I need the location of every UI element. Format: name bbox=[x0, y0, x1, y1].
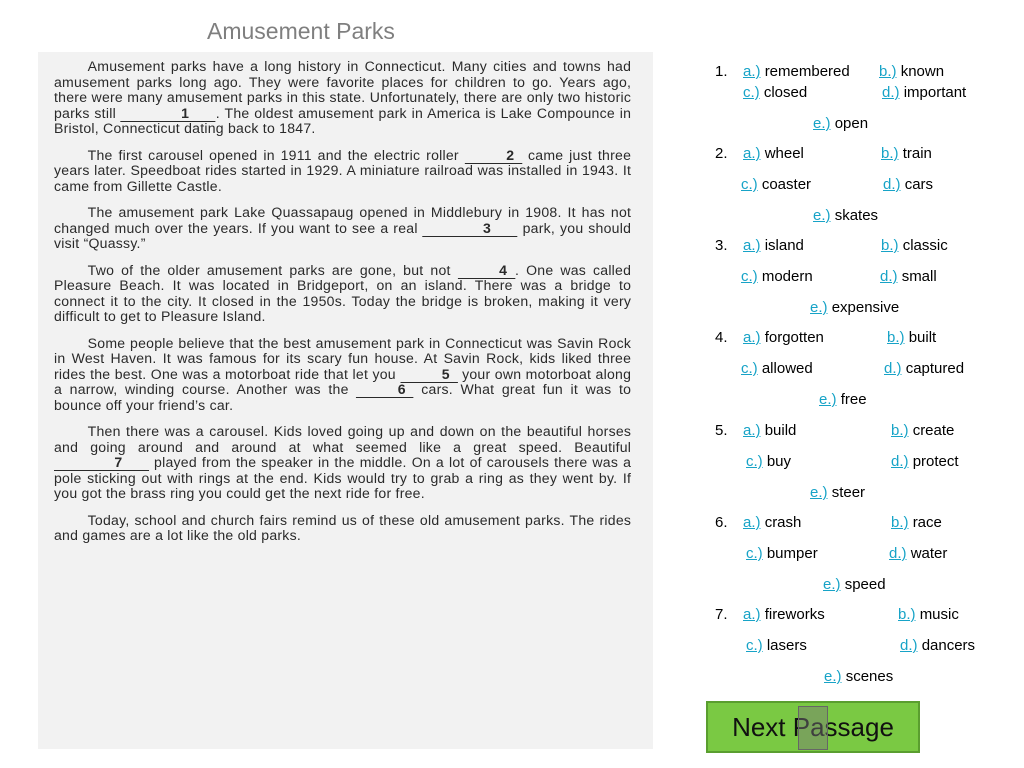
passage-text: . The oldest amusement park in America is Lake Compounce in Bristol, Connecticut dating back to 1847. bbox=[54, 105, 632, 137]
option-a-link[interactable]: a.) bbox=[743, 145, 761, 162]
option-c-link[interactable]: c.) bbox=[746, 545, 763, 562]
question-number: 2. bbox=[715, 145, 728, 162]
passage-text: Then there was a carousel. Kids loved going up and down on the beautiful horses and going around and around at what seemed like a great speed. Beautiful bbox=[54, 424, 632, 456]
option-c-text: lasers bbox=[766, 637, 807, 654]
option-d-text: dancers bbox=[921, 637, 976, 654]
option-c-link[interactable]: c.) bbox=[741, 176, 758, 193]
page-title: Amusement Parks bbox=[207, 18, 395, 44]
option-e-text: steer bbox=[831, 484, 866, 501]
option-e-link[interactable]: e.) bbox=[813, 115, 831, 132]
answer-blank: 6 bbox=[356, 384, 413, 398]
option-b-link[interactable]: b.) bbox=[879, 63, 897, 80]
answer-blank: 3 bbox=[423, 223, 518, 237]
passage-paragraph bbox=[54, 264, 631, 326]
passage-text: The first carousel opened in 1911 and the electric roller bbox=[87, 147, 459, 164]
question-number: 1. bbox=[715, 63, 728, 80]
option-a-link[interactable]: a.) bbox=[743, 422, 761, 439]
option-d-text: protect bbox=[912, 453, 959, 470]
option-d-link[interactable]: d.) bbox=[882, 84, 900, 101]
option-b-link[interactable]: b.) bbox=[887, 329, 905, 346]
option-a-text: crash bbox=[764, 514, 802, 531]
option-e-text: expensive bbox=[831, 299, 900, 316]
option-b-text: classic bbox=[902, 237, 948, 254]
option-b-text: race bbox=[912, 514, 942, 531]
option-c-text: modern bbox=[761, 268, 813, 285]
passage-text: Some people believe that the best amusement park in Connecticut was Savin Rock in West Haven. It was famous for its scary fun house. At Savin Rock, kids liked three rides the best. One was a motorboat ride that let you bbox=[54, 335, 632, 383]
option-c-text: closed bbox=[763, 84, 808, 101]
option-d-link[interactable]: d.) bbox=[900, 637, 918, 654]
question-number: 5. bbox=[715, 422, 728, 439]
reading-passage bbox=[38, 52, 653, 749]
option-a-link[interactable]: a.) bbox=[743, 329, 761, 346]
option-a-link[interactable]: a.) bbox=[743, 514, 761, 531]
option-d-link[interactable]: d.) bbox=[880, 268, 898, 285]
option-c-text: buy bbox=[766, 453, 792, 470]
option-a-text: island bbox=[764, 237, 804, 254]
answer-blank: 5 bbox=[400, 369, 457, 383]
option-e-text: skates bbox=[834, 207, 879, 224]
option-e-link[interactable]: e.) bbox=[810, 484, 828, 501]
passage-paragraph bbox=[54, 149, 631, 196]
passage-paragraph bbox=[54, 425, 631, 503]
option-e-text: scenes bbox=[845, 668, 894, 685]
question-number: 7. bbox=[715, 606, 728, 623]
passage-text: played from the speaker in the middle. On a lot of carousels there was a pole sticking out with rings at the end. Kids would try to grab a ring as they went by. If you got the brass ring you could get the next ride for free. bbox=[54, 455, 632, 502]
passage-text: park, you should visit “Quassy.” bbox=[54, 220, 632, 252]
option-b-link[interactable]: b.) bbox=[891, 422, 909, 439]
option-e-text: open bbox=[834, 115, 869, 132]
passage-text: The amusement park Lake Quassapaug opened in Middlebury in 1908. It has not changed much over the years. If you want to see a real bbox=[54, 205, 632, 237]
option-e-link[interactable]: e.) bbox=[810, 299, 828, 316]
option-b-link[interactable]: b.) bbox=[881, 145, 899, 162]
answer-blank: 4 bbox=[458, 265, 515, 279]
passage-text: . One was called Pleasure Beach. It was located in Bridgeport, on an island. There was a bridge to connect it to the city. It closed in the 1950s. Today the bridge is broken, making it very difficult to get to Pleasure Island. bbox=[54, 262, 632, 325]
passage-paragraph bbox=[54, 60, 631, 138]
option-a-text: forgotten bbox=[764, 329, 824, 346]
option-b-text: train bbox=[902, 145, 932, 162]
question-number: 3. bbox=[715, 237, 728, 254]
option-e-text: speed bbox=[844, 576, 886, 593]
option-a-text: wheel bbox=[764, 145, 804, 162]
option-c-link[interactable]: c.) bbox=[741, 360, 758, 377]
option-d-text: cars bbox=[904, 176, 934, 193]
option-a-text: build bbox=[764, 422, 797, 439]
passage-paragraph bbox=[54, 206, 631, 253]
option-e-link[interactable]: e.) bbox=[813, 207, 831, 224]
option-b-link[interactable]: b.) bbox=[881, 237, 899, 254]
option-e-link[interactable]: e.) bbox=[819, 391, 837, 408]
option-d-text: small bbox=[901, 268, 937, 285]
option-c-text: bumper bbox=[766, 545, 818, 562]
answer-blank: 2 bbox=[465, 150, 522, 164]
option-a-link[interactable]: a.) bbox=[743, 237, 761, 254]
option-a-link[interactable]: a.) bbox=[743, 63, 761, 80]
option-d-link[interactable]: d.) bbox=[883, 176, 901, 193]
option-b-link[interactable]: b.) bbox=[898, 606, 916, 623]
next-passage-button[interactable]: Next Passage bbox=[706, 701, 920, 753]
option-a-link[interactable]: a.) bbox=[743, 606, 761, 623]
answer-blank: 7 bbox=[54, 457, 149, 471]
option-e-link[interactable]: e.) bbox=[824, 668, 842, 685]
option-d-link[interactable]: d.) bbox=[889, 545, 907, 562]
option-c-link[interactable]: c.) bbox=[746, 453, 763, 470]
question-number: 6. bbox=[715, 514, 728, 531]
option-c-text: allowed bbox=[761, 360, 813, 377]
option-c-link[interactable]: c.) bbox=[746, 637, 763, 654]
passage-text: cars. What great fun it was to bounce off your friend’s car. bbox=[54, 382, 632, 414]
option-d-text: water bbox=[910, 545, 948, 562]
option-c-link[interactable]: c.) bbox=[743, 84, 760, 101]
passage-paragraph: Today, school and church fairs remind us of these old amusement parks. The rides and games are a lot like the old parks. bbox=[54, 512, 632, 544]
option-d-link[interactable]: d.) bbox=[884, 360, 902, 377]
passage-paragraph bbox=[54, 337, 631, 415]
option-d-link[interactable]: d.) bbox=[891, 453, 909, 470]
option-e-link[interactable]: e.) bbox=[823, 576, 841, 593]
option-c-text: coaster bbox=[761, 176, 812, 193]
option-a-text: remembered bbox=[764, 63, 850, 80]
option-b-text: known bbox=[900, 63, 945, 80]
option-b-link[interactable]: b.) bbox=[891, 514, 909, 531]
option-b-text: built bbox=[908, 329, 937, 346]
option-d-text: captured bbox=[905, 360, 965, 377]
option-d-text: important bbox=[903, 84, 967, 101]
passage-text: came just three years later. Speedboat rides started in 1929. A miniature railroad was installed in 1943. It came from Gillette Castle. bbox=[54, 147, 632, 195]
passage-text: Two of the older amusement parks are gone, but not bbox=[87, 262, 451, 279]
passage-text: Amusement parks have a long history in Connecticut. Many cities and towns had amusement parks long ago. They were favorite places for children to go. Years ago, there were many amusement parks in this state. Unfortunately, there are only two historic parks still bbox=[54, 59, 632, 122]
option-b-text: create bbox=[912, 422, 955, 439]
option-c-link[interactable]: c.) bbox=[741, 268, 758, 285]
option-e-text: free bbox=[840, 391, 867, 408]
option-a-text: fireworks bbox=[764, 606, 825, 623]
option-b-text: music bbox=[919, 606, 959, 623]
question-number: 4. bbox=[715, 329, 728, 346]
answer-blank: 1 bbox=[121, 108, 216, 122]
passage-text: your own motorboat along a narrow, winding course. Another was the bbox=[54, 366, 632, 398]
